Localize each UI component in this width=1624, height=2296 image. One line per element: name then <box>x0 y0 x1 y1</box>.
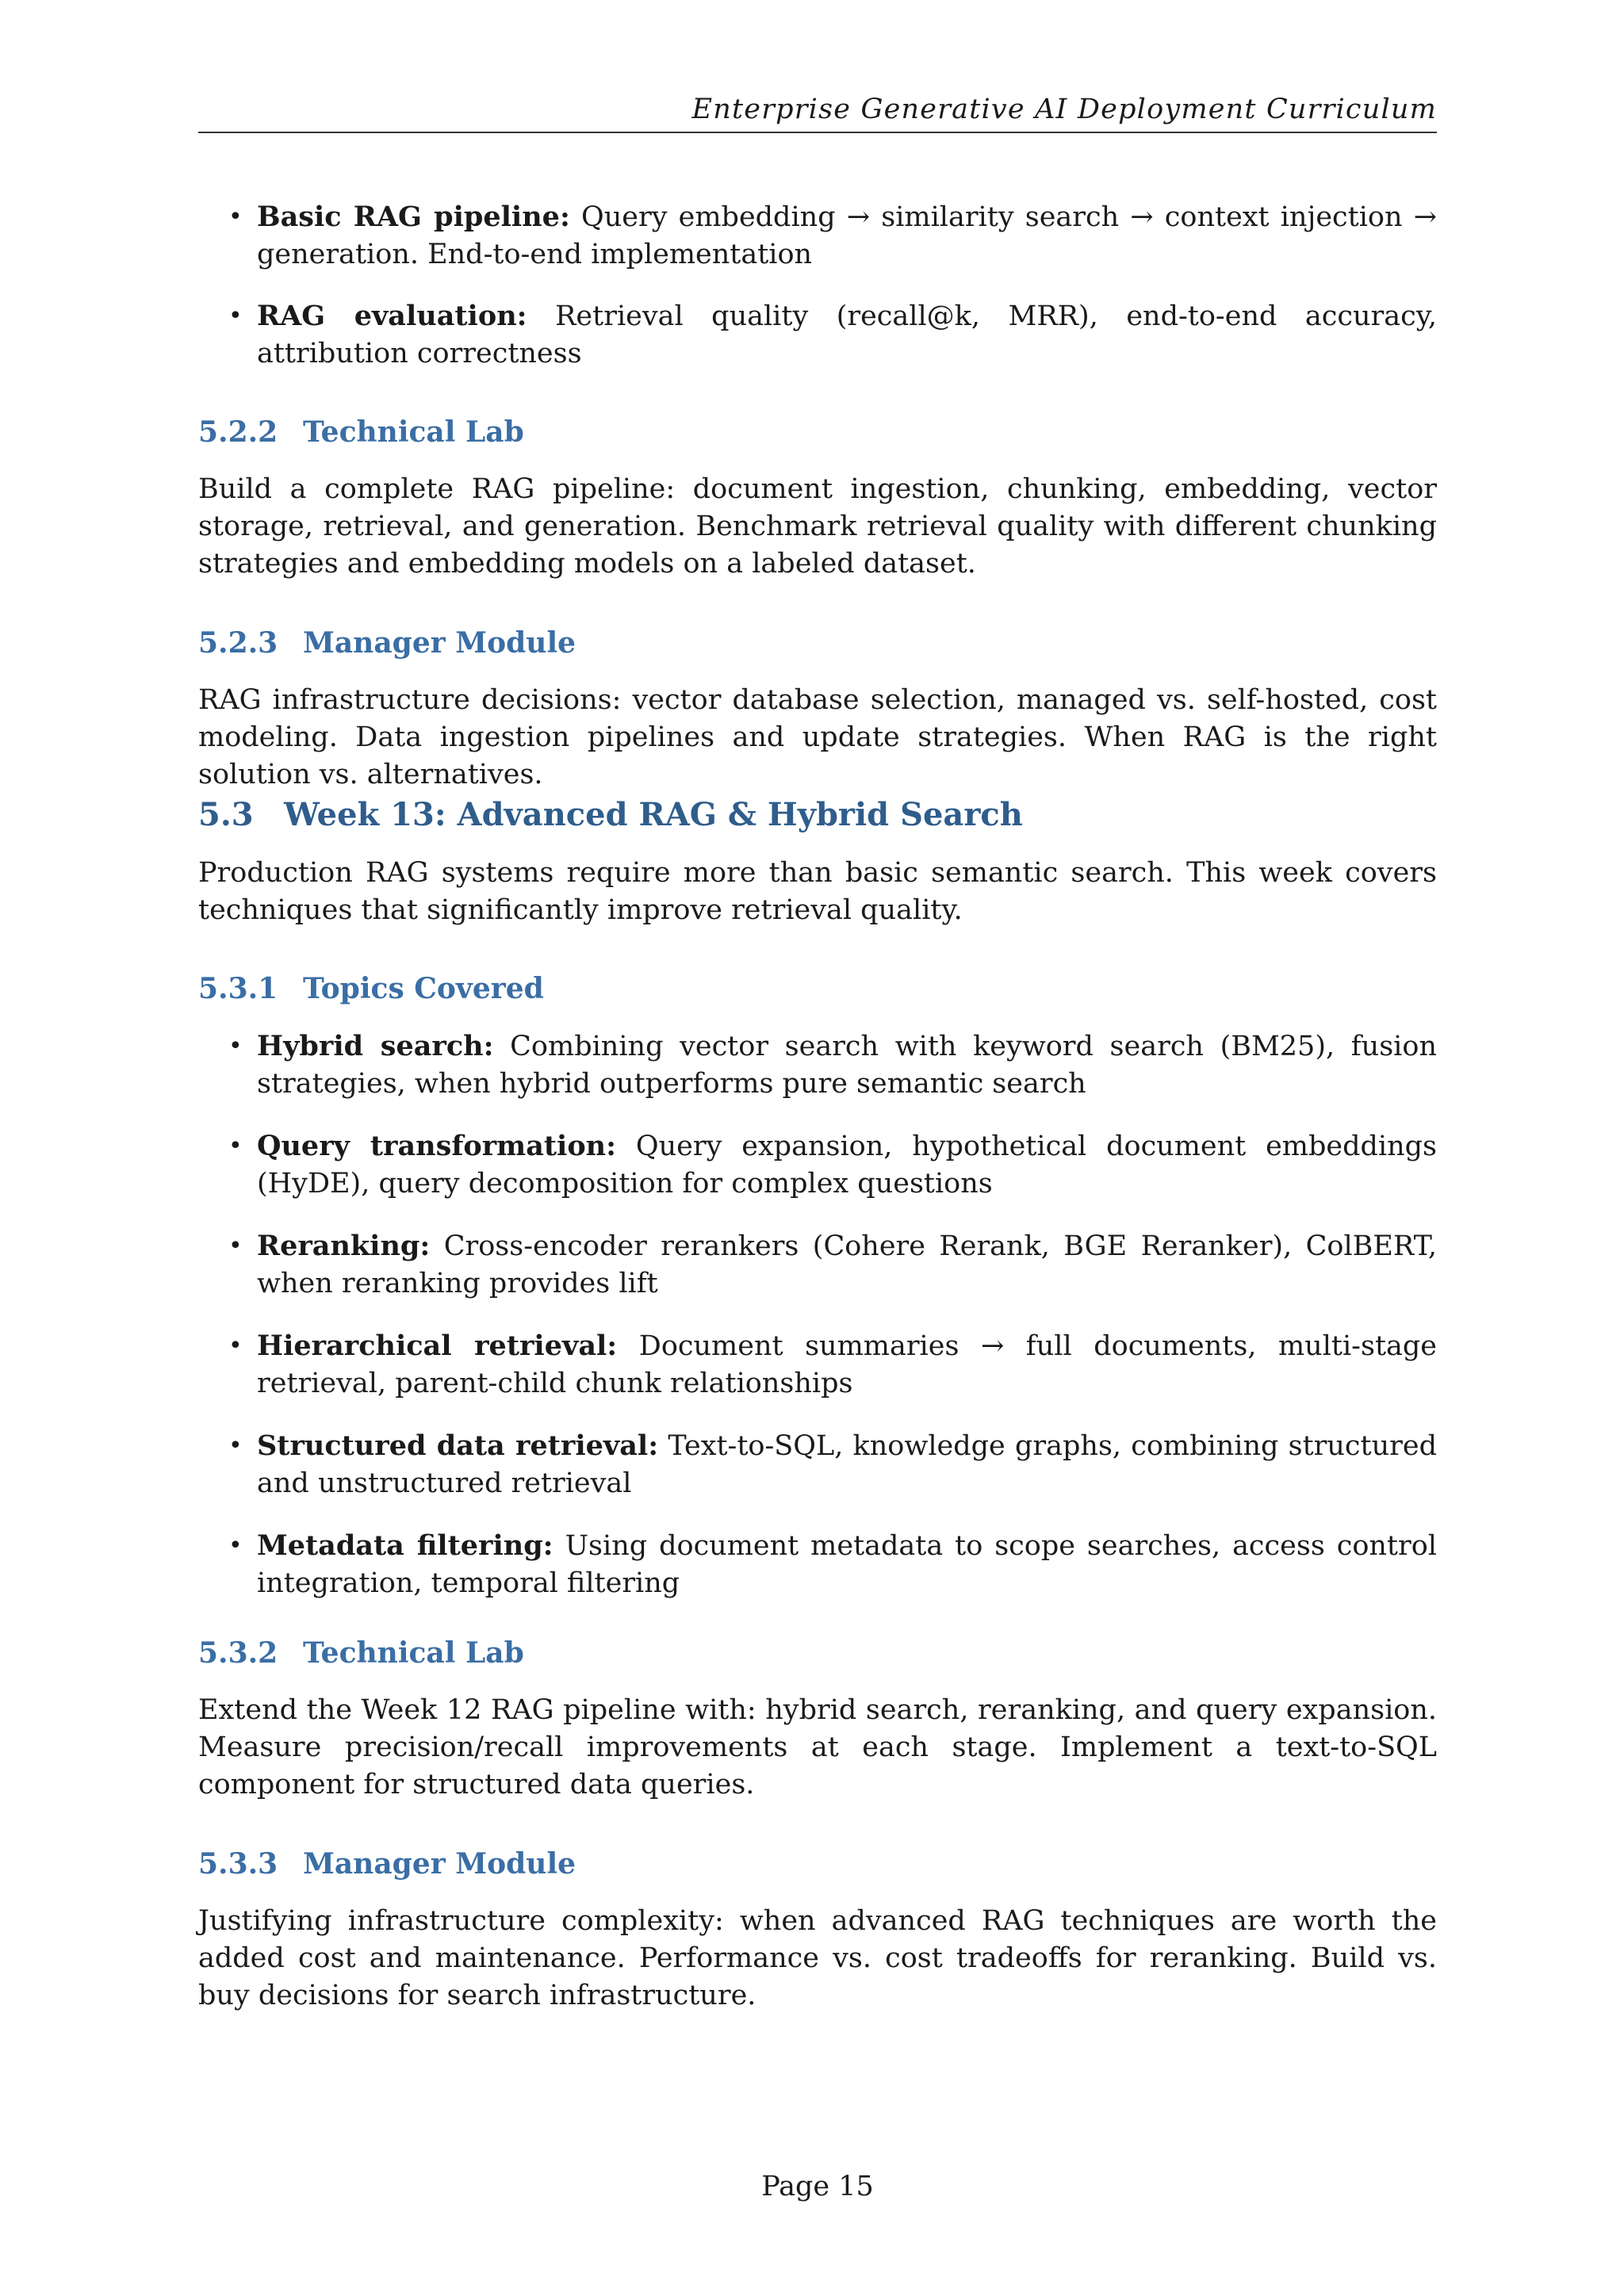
bullet-icon: • <box>228 1332 243 1360</box>
list-item: • Query transformation: Query expansion, hypothetical document embeddings (HyDE), query decomposition for complex questions <box>198 1127 1437 1203</box>
subsection-5-3-1-heading: 5.3.1 Topics Covered <box>198 972 544 1005</box>
section-5-3-heading: 5.3 Week 13: Advanced RAG & Hybrid Search <box>198 796 1023 833</box>
week12-topics-list <box>198 198 1437 396</box>
header-rule <box>198 132 1437 133</box>
page-number: Page 15 <box>761 2171 874 2202</box>
subsection-5-2-2-heading: 5.2.2 Technical Lab <box>198 415 524 449</box>
list-item: • RAG evaluation: Retrieval quality (recall@k, MRR), end-to-end accuracy, attribution correctness <box>198 297 1437 373</box>
subsection-5-3-2-body: Extend the Week 12 RAG pipeline with: hybrid search, reranking, and query expansion. Measure precision/recall improvements at each stage. Implement a text-to-SQL component for structured data queries. <box>198 1694 1437 1800</box>
bullet-icon: • <box>228 1132 243 1160</box>
subsection-5-3-2-heading: 5.3.2 Technical Lab <box>198 1636 524 1670</box>
week13-topics-list <box>198 1027 1437 1602</box>
bullet-icon: • <box>228 1032 243 1060</box>
bullet-icon: • <box>228 1232 243 1260</box>
subsection-5-2-3-heading: 5.2.3 Manager Module <box>198 626 576 660</box>
list-item: • Hierarchical retrieval: Document summaries → full documents, multi-stage retrieval, parent-child chunk relationships <box>198 1327 1437 1402</box>
list-item: • Structured data retrieval: Text-to-SQL, knowledge graphs, combining structured and unstructured retrieval <box>198 1427 1437 1502</box>
section-5-3-intro: Production RAG systems require more than basic semantic search. This week covers techniques that significantly improve retrieval quality. <box>198 857 1437 926</box>
subsection-5-2-2-body: Build a complete RAG pipeline: document ingestion, chunking, embedding, vector storage, retrieval, and generation. Benchmark retrieval quality with different chunking strategies and embedding models on a labeled dataset. <box>198 473 1437 580</box>
list-item: • Basic RAG pipeline: Query embedding → similarity search → context injection → generation. End-to-end implementation <box>198 198 1437 274</box>
bullet-icon: • <box>228 1532 243 1559</box>
subsection-5-3-3-heading: 5.3.3 Manager Module <box>198 1847 576 1881</box>
list-item: • Hybrid search: Combining vector search with keyword search (BM25), fusion strategies, when hybrid outperforms pure semantic search <box>198 1027 1437 1103</box>
bullet-icon: • <box>228 1432 243 1460</box>
bullet-icon: • <box>228 203 243 231</box>
list-item: • Reranking: Cross-encoder rerankers (Cohere Rerank, BGE Reranker), ColBERT, when reranking provides lift <box>198 1227 1437 1303</box>
bullet-icon: • <box>228 302 243 330</box>
subsection-5-2-3-body: RAG infrastructure decisions: vector database selection, managed vs. self-hosted, cost modeling. Data ingestion pipelines and update strategies. When RAG is the right solution vs. alternatives. <box>198 684 1437 790</box>
subsection-5-3-3-body: Justifying infrastructure complexity: when advanced RAG techniques are worth the added cost and maintenance. Performance vs. cost tradeoffs for reranking. Build vs. buy decisions for search infrastructure. <box>198 1905 1437 2011</box>
list-item: • Metadata filtering: Using document metadata to scope searches, access control integration, temporal filtering <box>198 1527 1437 1602</box>
running-header: Enterprise Generative AI Deployment Curriculum <box>691 94 1437 125</box>
